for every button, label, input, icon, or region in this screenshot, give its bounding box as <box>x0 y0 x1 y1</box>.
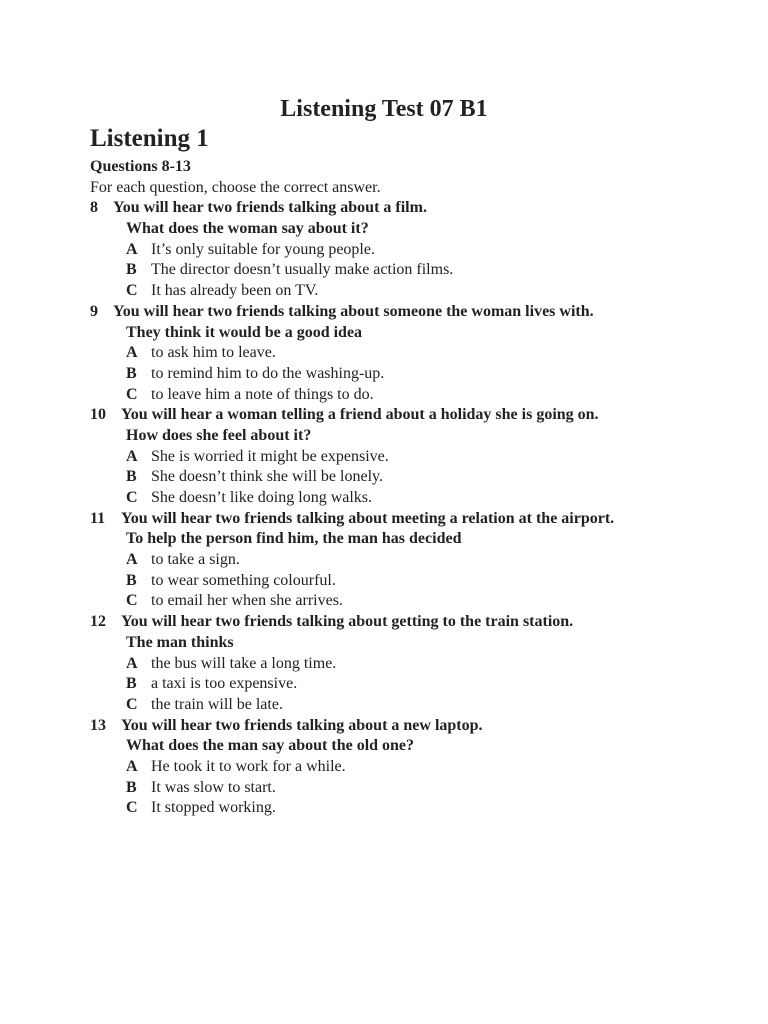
option-letter: C <box>126 695 138 713</box>
option-text: It has already been on TV. <box>151 282 319 300</box>
question-prompt: What does the man say about the old one? <box>126 737 415 755</box>
question-stem: You will hear a woman telling a friend about a holiday she is going on. <box>121 406 599 424</box>
answer-option <box>90 343 730 364</box>
section-heading: Listening 1 <box>90 125 209 152</box>
option-letter: B <box>126 364 137 382</box>
question-number: 11 <box>90 509 106 527</box>
question-stem-line <box>90 716 730 737</box>
answer-option <box>90 260 730 281</box>
option-letter: B <box>126 468 137 486</box>
question-stem: You will hear two friends talking about a new laptop. <box>121 716 483 734</box>
option-letter: B <box>126 778 137 796</box>
answer-option <box>90 695 730 716</box>
option-text: to take a sign. <box>151 551 240 569</box>
instruction-text: For each question, choose the correct answer. <box>90 178 381 196</box>
option-letter: A <box>126 654 138 672</box>
question-stem-line <box>90 405 730 426</box>
option-text: a taxi is too expensive. <box>151 675 298 693</box>
question-stem: You will hear two friends talking about meeting a relation at the airport. <box>121 509 615 527</box>
questions-range: Questions 8-13 <box>90 158 191 175</box>
option-text: the train will be late. <box>151 695 283 713</box>
option-letter: C <box>126 385 138 403</box>
option-text: She is worried it might be expensive. <box>151 447 389 465</box>
question-prompt: How does she feel about it? <box>126 426 312 444</box>
option-letter: A <box>126 757 138 775</box>
question-prompt: To help the person find him, the man has decided <box>126 530 462 548</box>
option-text: It’s only suitable for young people. <box>151 240 375 258</box>
question-number: 10 <box>90 406 106 424</box>
question-stem: You will hear two friends talking about someone the woman lives with. <box>113 302 594 320</box>
option-text: to remind him to do the washing-up. <box>151 364 385 382</box>
question-block <box>90 198 730 301</box>
option-letter: C <box>126 799 138 817</box>
answer-option <box>90 447 730 468</box>
option-letter: A <box>126 344 138 362</box>
option-letter: C <box>126 489 138 506</box>
answer-option <box>90 591 730 612</box>
option-text: She doesn’t think she will be lonely. <box>151 468 383 486</box>
question-number: 12 <box>90 613 106 631</box>
question-prompt: What does the woman say about it? <box>126 220 369 238</box>
question-block <box>90 302 730 405</box>
question-number: 9 <box>90 302 98 320</box>
answer-option <box>90 281 730 302</box>
question-stem-line <box>90 302 730 323</box>
question-stem: You will hear two friends talking about a film. <box>113 199 427 217</box>
document-title: Listening Test 07 B1 <box>280 96 488 122</box>
question-number: 13 <box>90 716 106 734</box>
question-block <box>90 509 730 612</box>
answer-option <box>90 654 730 675</box>
option-text: She doesn’t like doing long walks. <box>151 489 373 506</box>
option-text: It was slow to start. <box>151 778 276 796</box>
option-letter: B <box>126 675 137 693</box>
option-text: The director doesn’t usually make action films. <box>151 261 454 279</box>
option-text: It stopped working. <box>151 799 276 817</box>
option-text: to leave him a note of things to do. <box>151 385 374 403</box>
option-text: to ask him to leave. <box>151 344 276 362</box>
question-block <box>90 405 730 508</box>
question-block <box>90 612 730 715</box>
answer-option <box>90 364 730 385</box>
question-prompt: The man thinks <box>126 633 234 651</box>
answer-option <box>90 385 730 406</box>
option-letter: A <box>126 551 138 569</box>
option-text: He took it to work for a while. <box>151 757 346 775</box>
question-block <box>90 716 730 819</box>
question-list <box>90 198 730 819</box>
question-prompt: They think it would be a good idea <box>126 323 363 341</box>
option-letter: B <box>126 261 137 279</box>
question-stem: You will hear two friends talking about getting to the train station. <box>121 613 574 631</box>
option-text: to wear something colourful. <box>151 571 336 589</box>
option-text: the bus will take a long time. <box>151 654 337 672</box>
document-content <box>90 157 730 819</box>
answer-option <box>90 467 730 488</box>
question-number: 8 <box>90 199 98 217</box>
option-text: to email her when she arrives. <box>151 592 343 610</box>
answer-option <box>90 757 730 778</box>
answer-option <box>90 778 730 799</box>
answer-option <box>90 550 730 571</box>
option-letter: C <box>126 592 138 610</box>
option-letter: A <box>126 447 138 465</box>
answer-option <box>90 571 730 592</box>
option-letter: A <box>126 240 138 258</box>
option-letter: C <box>126 282 138 300</box>
answer-option <box>90 488 730 509</box>
answer-option <box>90 240 730 261</box>
option-letter: B <box>126 571 137 589</box>
question-stem-line <box>90 198 730 219</box>
question-stem-line <box>90 509 730 530</box>
answer-option <box>90 798 730 819</box>
answer-option <box>90 674 730 695</box>
question-stem-line <box>90 612 730 633</box>
